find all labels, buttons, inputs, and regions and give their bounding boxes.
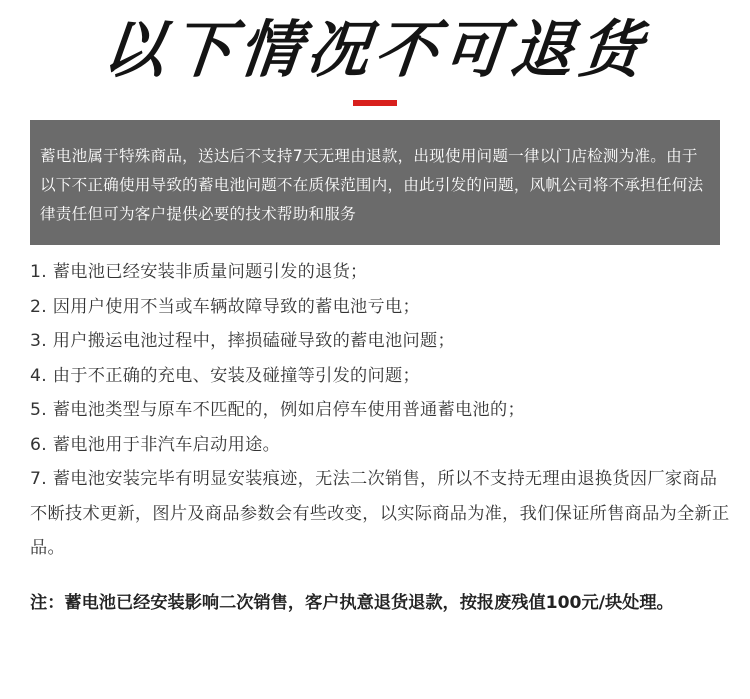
rule-item-5: 5. 蓄电池类型与原车不匹配的，例如启停车使用普通蓄电池的； bbox=[30, 400, 525, 420]
footnote: 注：蓄电池已经安装影响二次销售，客户执意退货退款，按报废残值100元/块处理。 bbox=[30, 593, 674, 613]
rules-list bbox=[30, 255, 730, 566]
rule-item-7: 7. 蓄电池安装完毕有明显安装痕迹，无法二次销售，所以不支持无理由退换货因厂家商品不断技术更新，图片及商品参数会有些改变，以实际商品为准，我们保证所售商品为全新正品。 bbox=[30, 469, 730, 558]
page-title: 以下情况不可退货 bbox=[99, 13, 651, 86]
title-underline-accent bbox=[353, 100, 397, 106]
rule-item-6: 6. 蓄电池用于非汽车启动用途。 bbox=[30, 434, 281, 455]
rule-item-4: 4. 由于不正确的充电、安装及碰撞等引发的问题； bbox=[30, 365, 421, 386]
rule-item-1: 1. 蓄电池已经安装非质量问题引发的退货； bbox=[30, 262, 368, 282]
notice-text: 蓄电池属于特殊商品，送达后不支持7天无理由退款，出现使用问题一律以门店检测为准。由于以下不正确使用导致的蓄电池问题不在质保范围内，由此引发的问题，风帆公司将不承担任何法律责任但可为客户提供必要的技术帮助和服务 bbox=[40, 147, 704, 223]
rule-item-3: 3. 用户搬运电池过程中，摔损磕碰导致的蓄电池问题； bbox=[30, 331, 455, 351]
rule-item-2: 2. 因用户使用不当或车辆故障导致的蓄电池亏电； bbox=[30, 296, 421, 317]
notice-box bbox=[30, 120, 720, 245]
